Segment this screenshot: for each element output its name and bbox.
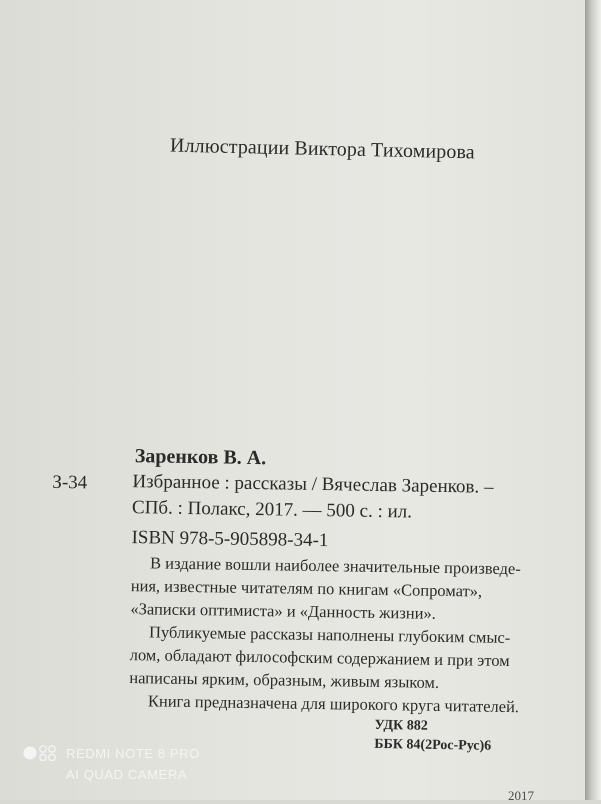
footer-year: 2017 <box>508 788 534 803</box>
camera-model: REDMI NOTE 8 PRO <box>66 746 200 761</box>
bbk-code: ББК 84(2Рос-Рус)6 <box>374 736 492 754</box>
illustrator-credit: Иллюстрации Виктора Тихомирова <box>169 134 475 164</box>
annotation-line: «Записки оптимиста» и «Данность жизни». <box>130 599 437 623</box>
annotation-line: Публикуемые рассказы наполнены глубоким смыс- <box>148 622 511 648</box>
page-edge-shadow <box>585 0 601 800</box>
annotation-line: ния, известные читателям по книгам «Сопромат», <box>130 576 483 601</box>
annotation-line: написаны ярким, образным, живым языком. <box>129 668 440 692</box>
author-name: Заренков В. А. <box>134 445 267 470</box>
author-code: З-34 <box>52 471 88 494</box>
classification-codes <box>374 716 491 756</box>
annotation-line: лом, обладают философским содержанием и при этом <box>129 645 510 671</box>
annotation-line: Книга предназначена для широкого круга читателей. <box>147 691 520 717</box>
udk-code: УДК 882 <box>374 717 428 734</box>
catalog-card <box>0 443 585 792</box>
camera-dots-icon <box>23 745 57 761</box>
annotation-line: В издание вошли наиболее значительные произведе- <box>149 553 521 579</box>
isbn-line: ISBN 978-5-905898-34-1 <box>131 527 329 552</box>
camera-label: AI QUAD CAMERA <box>66 767 188 782</box>
imprint-line: СПб. : Полакс, 2017. — 500 с. : ил. <box>131 497 413 523</box>
title-line: Избранное : рассказы / Вячеслав Заренков. – <box>132 471 494 498</box>
